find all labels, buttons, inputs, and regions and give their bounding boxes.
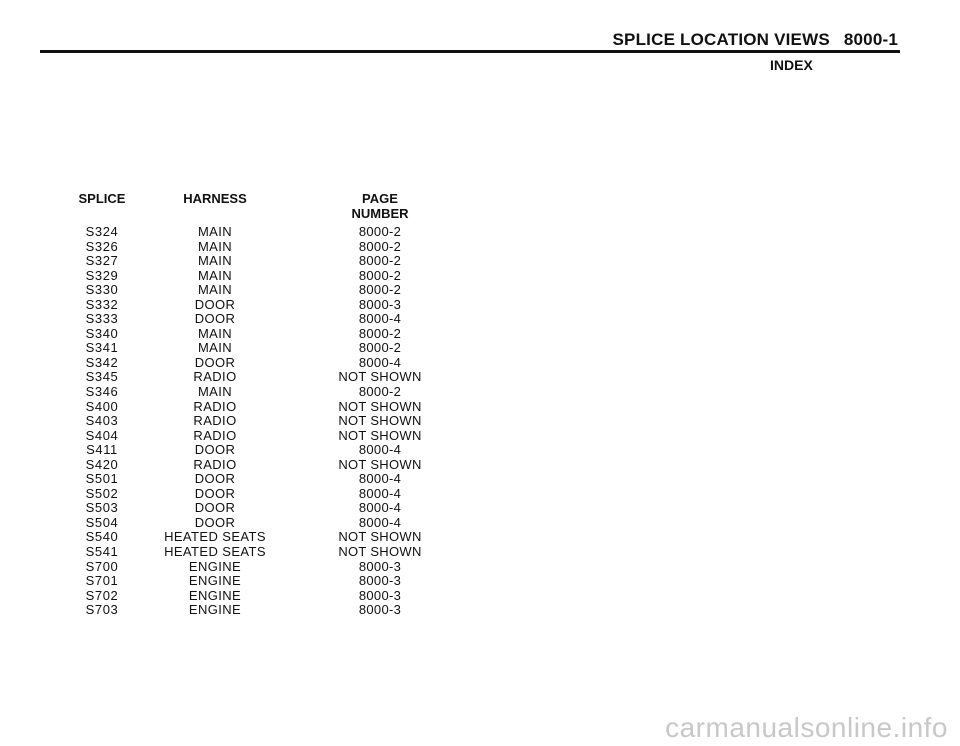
page-number-cell: 8000-3: [358, 296, 402, 312]
table-row: [0, 429, 960, 444]
harness-cell: MAIN: [197, 282, 233, 298]
harness-cell: MAIN: [197, 253, 233, 269]
harness-cell: ENGINE: [188, 558, 242, 574]
index-subtitle: INDEX: [770, 57, 813, 73]
harness-cell: DOOR: [194, 514, 236, 530]
page-number-cell: 8000-2: [358, 384, 402, 400]
table-row: [0, 269, 960, 284]
table-row: [0, 385, 960, 400]
table-row: [0, 370, 960, 385]
column-header-splice: SPLICE: [78, 191, 126, 206]
splice-cell: S332: [85, 296, 119, 312]
harness-cell: MAIN: [197, 384, 233, 400]
splice-cell: S541: [85, 544, 119, 560]
harness-cell: RADIO: [193, 427, 237, 443]
harness-cell: DOOR: [194, 485, 236, 501]
column-header-harness: HARNESS: [183, 191, 247, 206]
splice-cell: S400: [85, 398, 119, 414]
page-number-cell: NOT SHOWN: [338, 369, 422, 385]
page-number-cell: 8000-2: [358, 282, 402, 298]
harness-cell: MAIN: [197, 224, 233, 239]
splice-cell: S333: [85, 311, 119, 327]
page-number-cell: 8000-3: [358, 602, 402, 618]
page-number-cell: 8000-4: [358, 442, 402, 458]
page-number: 8000-1: [843, 30, 898, 49]
section-title: SPLICE LOCATION VIEWS: [612, 30, 830, 49]
splice-cell: S700: [85, 558, 119, 574]
page-number-cell: 8000-2: [358, 325, 402, 341]
page-number-cell: 8000-4: [358, 471, 402, 487]
splice-cell: S341: [85, 340, 119, 356]
splice-cell: S329: [85, 267, 119, 283]
splice-cell: S340: [85, 325, 119, 341]
harness-cell: ENGINE: [188, 602, 242, 618]
page-number-cell: 8000-3: [358, 573, 402, 589]
harness-cell: HEATED SEATS: [164, 529, 266, 545]
harness-cell: DOOR: [194, 354, 236, 370]
harness-cell: RADIO: [193, 398, 237, 414]
page-number-cell: 8000-2: [358, 238, 402, 254]
page-number-cell: NOT SHOWN: [338, 413, 422, 429]
table-row: [0, 283, 960, 298]
page-number-cell: 8000-4: [358, 311, 402, 327]
splice-cell: S411: [86, 442, 118, 458]
column-header-number: NUMBER: [351, 206, 409, 221]
harness-cell: HEATED SEATS: [164, 544, 266, 560]
page-title: [613, 30, 898, 50]
page-number-cell: NOT SHOWN: [338, 427, 422, 443]
table-row: [0, 298, 960, 313]
table-body: [0, 225, 960, 618]
table-row: [0, 530, 960, 545]
table-row: [0, 356, 960, 371]
splice-cell: S326: [85, 238, 119, 254]
table-row: [0, 414, 960, 429]
splice-cell: S404: [85, 427, 119, 443]
splice-cell: S504: [85, 514, 119, 530]
table-row: [0, 472, 960, 487]
table-row: [0, 400, 960, 415]
splice-cell: S702: [85, 587, 119, 603]
splice-cell: S327: [85, 253, 119, 269]
harness-cell: DOOR: [194, 471, 236, 487]
splice-cell: S420: [85, 456, 119, 472]
page-number-cell: NOT SHOWN: [338, 529, 422, 545]
harness-cell: RADIO: [193, 456, 237, 472]
splice-cell: S346: [85, 384, 119, 400]
harness-cell: MAIN: [197, 267, 233, 283]
table-row: [0, 487, 960, 502]
table-row: [0, 341, 960, 356]
page-number-cell: 8000-2: [358, 340, 402, 356]
page-number-cell: NOT SHOWN: [338, 544, 422, 560]
page-number-cell: NOT SHOWN: [338, 456, 422, 472]
table-row: [0, 225, 960, 240]
page-number-cell: 8000-4: [358, 514, 402, 530]
table-row: [0, 560, 960, 575]
splice-cell: S540: [85, 529, 119, 545]
page-number-cell: 8000-4: [358, 500, 402, 516]
splice-cell: S701: [85, 573, 119, 589]
table-row: [0, 516, 960, 531]
harness-cell: ENGINE: [188, 573, 242, 589]
table-row: [0, 312, 960, 327]
page-number-cell: 8000-4: [358, 485, 402, 501]
table-row: [0, 327, 960, 342]
page-number-cell: 8000-4: [358, 354, 402, 370]
splice-cell: S345: [85, 369, 119, 385]
page-number-cell: NOT SHOWN: [338, 398, 422, 414]
table-row: [0, 574, 960, 589]
page-number-cell: 8000-3: [358, 558, 402, 574]
header-rule: [40, 50, 900, 53]
table-row: [0, 458, 960, 473]
harness-cell: DOOR: [194, 500, 236, 516]
table-row: [0, 443, 960, 458]
column-header-page-number: [310, 191, 450, 221]
harness-cell: DOOR: [194, 311, 236, 327]
splice-cell: S403: [85, 413, 119, 429]
harness-cell: RADIO: [193, 413, 237, 429]
splice-cell: S503: [85, 500, 119, 516]
table-row: [0, 240, 960, 255]
harness-cell: MAIN: [197, 325, 233, 341]
splice-cell: S502: [85, 485, 119, 501]
splice-cell: S501: [85, 471, 119, 487]
splice-cell: S330: [85, 282, 119, 298]
harness-cell: MAIN: [197, 238, 233, 254]
table-row: [0, 589, 960, 604]
table-row: [0, 603, 960, 618]
splice-cell: S342: [85, 354, 119, 370]
page-number-cell: 8000-2: [358, 267, 402, 283]
table-row: [0, 501, 960, 516]
page-number-cell: 8000-2: [358, 224, 402, 239]
harness-cell: ENGINE: [188, 587, 242, 603]
table-row: [0, 545, 960, 560]
harness-cell: RADIO: [193, 369, 237, 385]
page-number-cell: 8000-2: [358, 253, 402, 269]
column-header-page: PAGE: [362, 191, 398, 206]
watermark: carmanualsonline.info: [665, 712, 948, 743]
harness-cell: DOOR: [194, 296, 236, 312]
table-row: [0, 254, 960, 269]
harness-cell: DOOR: [194, 442, 236, 458]
harness-cell: MAIN: [197, 340, 233, 356]
splice-cell: S324: [85, 224, 119, 239]
splice-cell: S703: [85, 602, 119, 618]
page-number-cell: 8000-3: [358, 587, 402, 603]
